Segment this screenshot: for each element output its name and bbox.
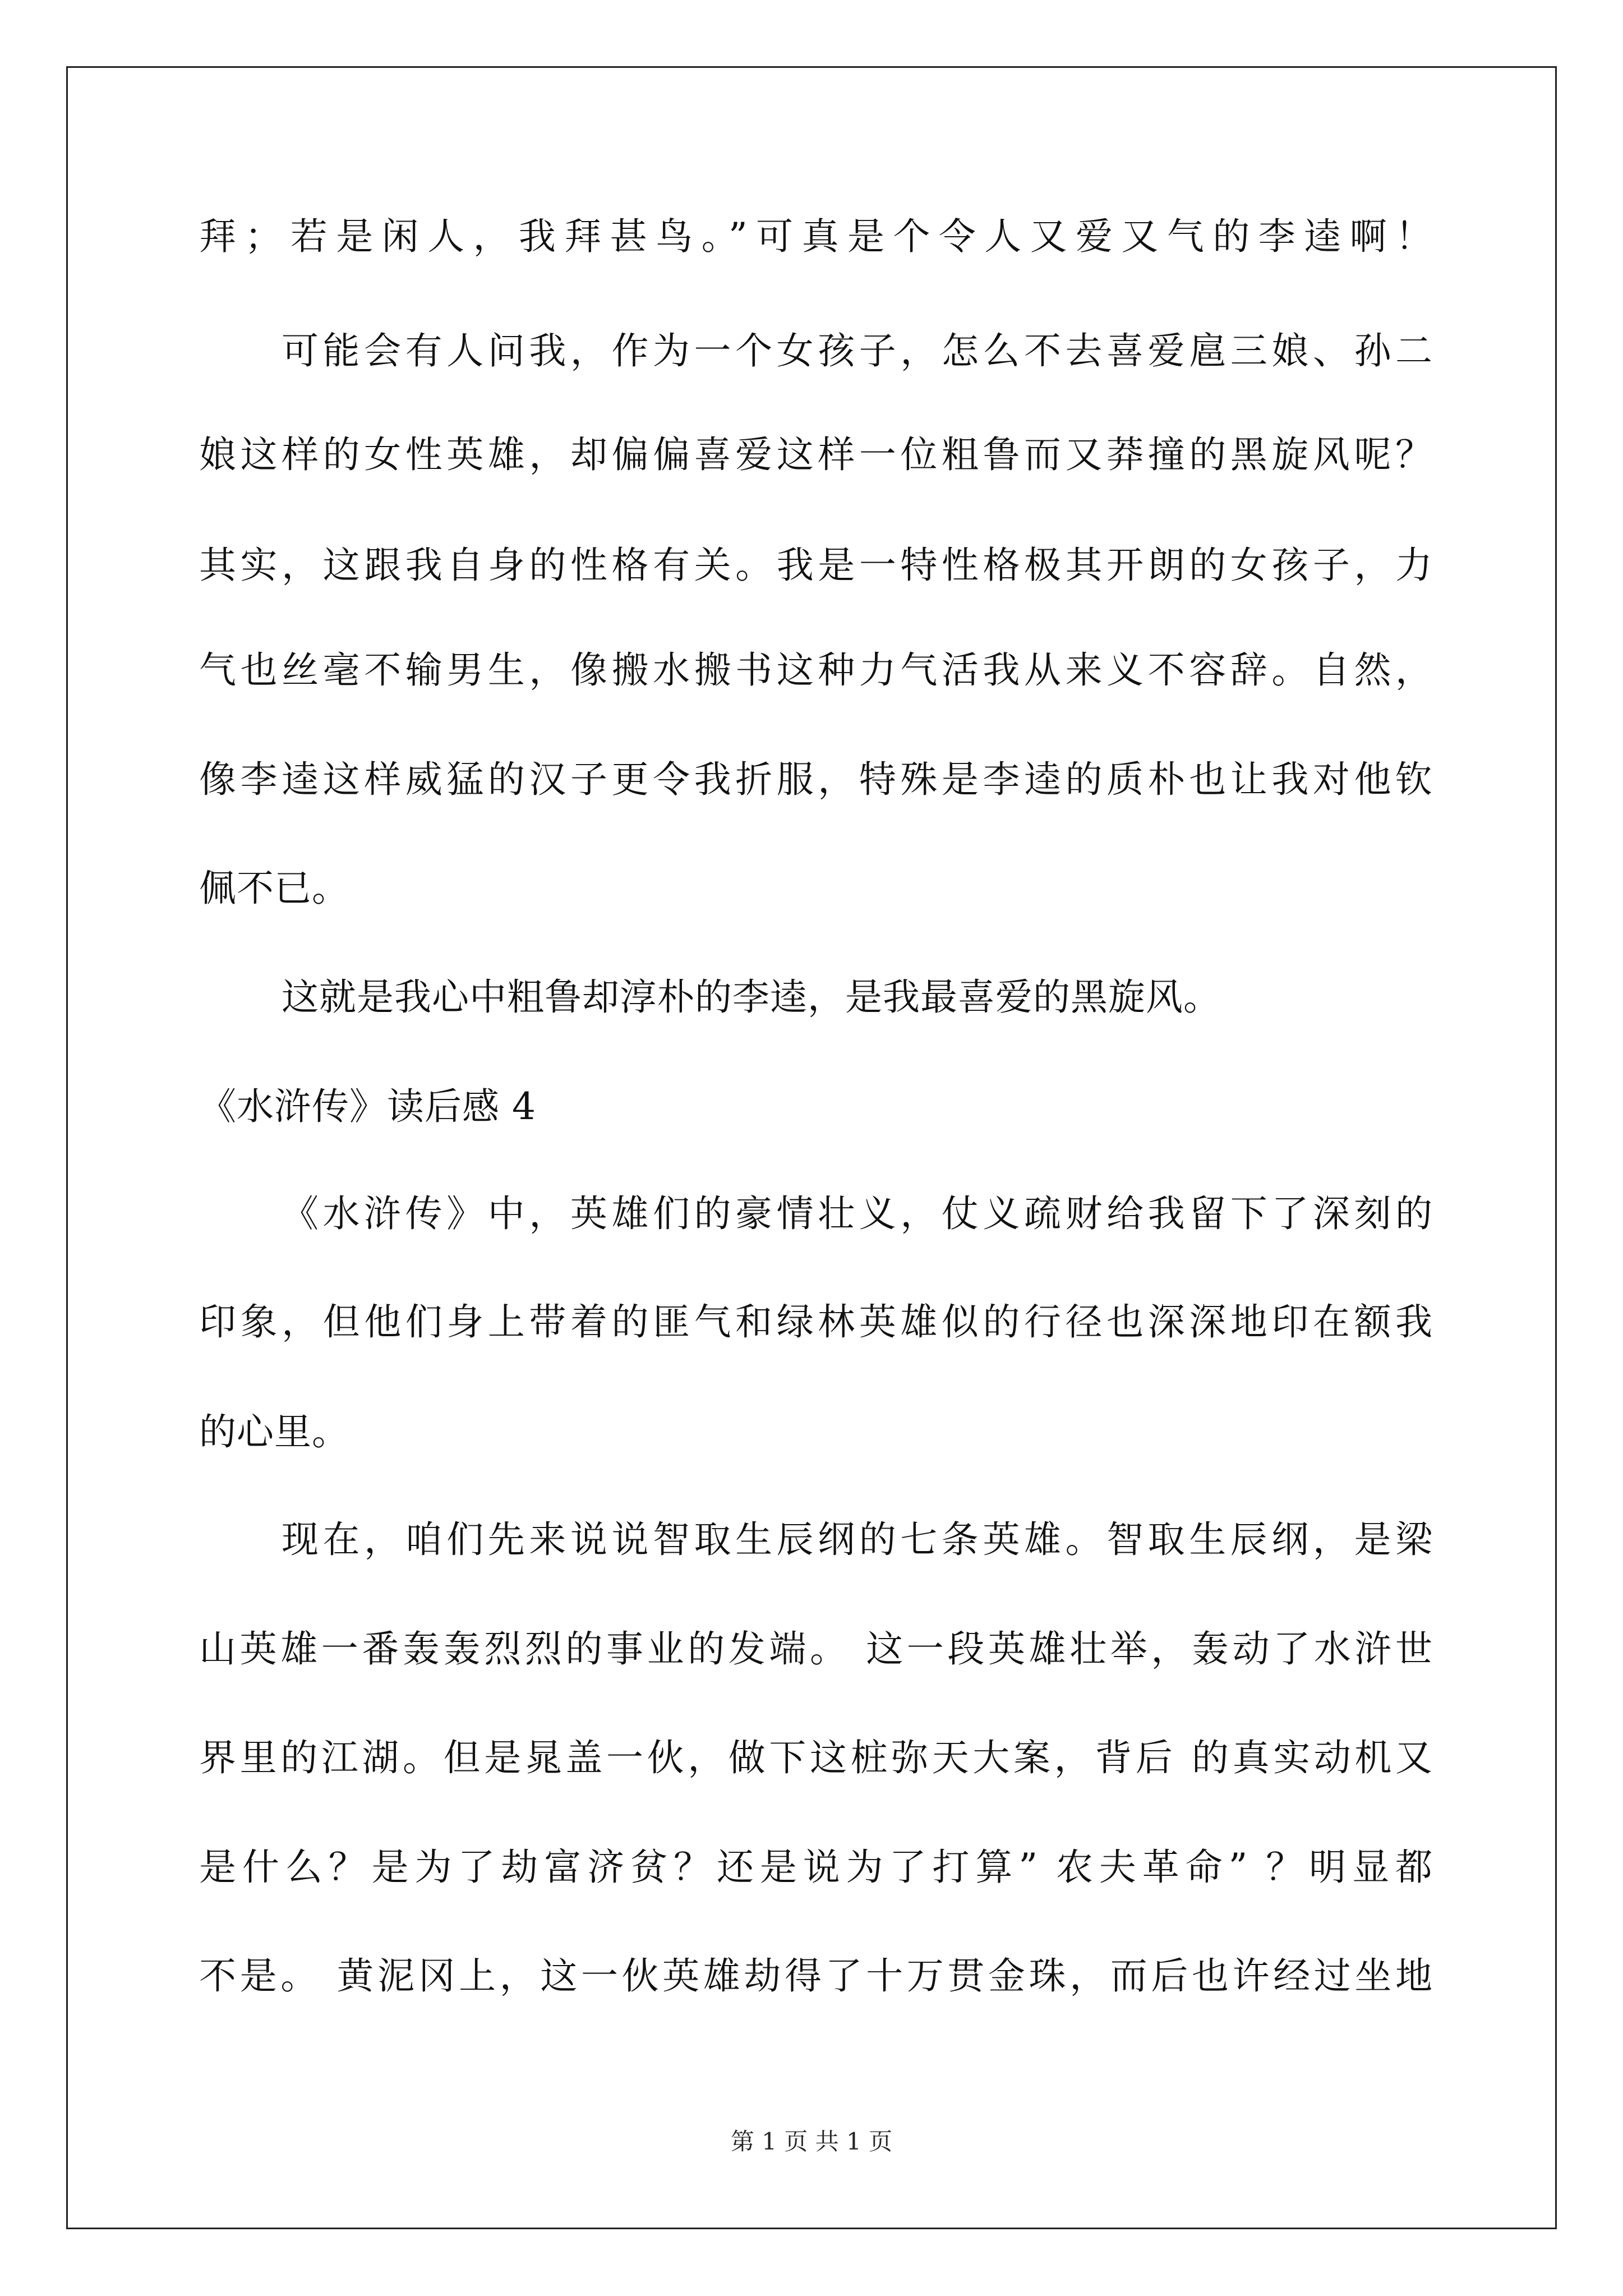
text-line: 界里的江湖。但是晁盖一伙，做下这桩弥天大案，背后 的真实动机又: [199, 1736, 1433, 1779]
text-line: 佩不已。: [199, 867, 349, 910]
text-line: 不是。 黄泥冈上，这一伙英雄劫得了十万贯金珠，而后也许经过坐地: [199, 1954, 1433, 1998]
text-line: 山英雄一番轰轰烈烈的事业的发端。 这一段英雄壮举，轰动了水浒世: [199, 1627, 1433, 1671]
text-line: 其实，这跟我自身的性格有关。我是一特性格极其开朗的女孩子，力: [199, 544, 1433, 587]
text-line: 《水浒传》中，英雄们的豪情壮义，仗义疏财给我留下了深刻的: [282, 1192, 1433, 1235]
page-border: [66, 66, 1557, 2229]
text-line: 可能会有人问我，作为一个女孩子，怎么不去喜爱扈三娘、孙二: [282, 329, 1433, 372]
text-line: 这就是我心中粗鲁却淳朴的李逵，是我最喜爱的黑旋风。: [282, 976, 1221, 1019]
text-line: 印象，但他们身上带着的匪气和绿林英雄似的行径也深深地印在额我: [199, 1300, 1433, 1343]
text-line: 是什么？是为了劫富济贫？还是说为了打算” 农夫革命” ？明显都: [199, 1846, 1433, 1889]
page-footer: 第 1 页 共 1 页: [730, 2128, 893, 2155]
text-line: 现在，咱们先来说说智取生辰纲的七条英雄。智取生辰纲，是梁: [282, 1518, 1433, 1561]
section-heading: 《水浒传》读后感 4: [199, 1085, 536, 1128]
text-line: 的心里。: [199, 1410, 349, 1453]
text-line: 娘这样的女性英雄，却偏偏喜爱这样一位粗鲁而又莽撞的黑旋风呢？: [199, 433, 1433, 476]
text-line: 拜；若是闲人，我拜甚鸟。”可真是个令人又爱又气的李逵啊！: [199, 215, 1433, 258]
text-line: 气也丝毫不输男生，像搬水搬书这种力气活我从来义不容辞。自然，: [199, 648, 1433, 692]
text-line: 像李逵这样威猛的汉子更令我折服，特殊是李逵的质朴也让我对他钦: [199, 758, 1433, 801]
